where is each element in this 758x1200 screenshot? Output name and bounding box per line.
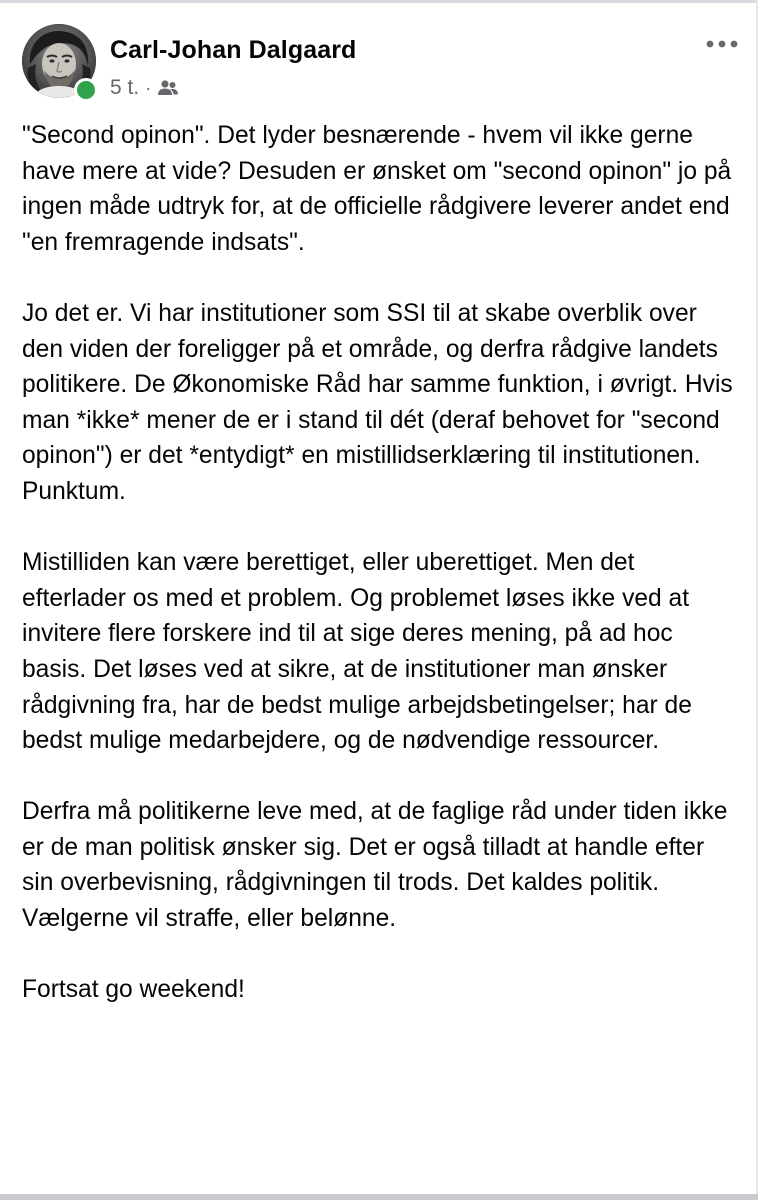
author-avatar-wrapper[interactable] <box>22 24 98 100</box>
post-meta <box>110 76 179 100</box>
post-paragraph: Derfra må politikerne leve med, at de faglige råd under tiden ikke er de man politisk ønsker sig. Det er også tilladt at handle efter sin overbevisning, rådgivningen til trods. Det kaldes politik. Vælgerne vil straffe, eller belønne. <box>22 798 728 933</box>
meta-separator: · <box>145 77 152 98</box>
post-paragraph: Mistilliden kan være berettiget, eller uberettiget. Men det efterlader os med et problem. Og problemet løses ikke ved at invitere flere forskere ind til at sige deres mening, på ad hoc basis. Det løses ved at sikre, at de institutioner man ønsker rådgivning fra, har de bedst mulige arbejdsbetingelser; har de bedst mulige medarbejdere, og de nødvendige ressourcer. <box>22 549 692 755</box>
more-options-icon <box>706 40 738 48</box>
post-paragraph: Jo det er. Vi har institutioner som SSI til at skabe overblik over den viden der foreligger på et område, og derfra rådgive landets politikere. De Økonomiske Råd har samme funktion, i øvrigt. Hvis man *ikke* mener de er i stand til dét (deraf behovet for "second opinon") er det *entydigt* en mistillidserklæring til institutionen. Punktum. <box>22 299 733 505</box>
author-name[interactable]: Carl-Johan Dalgaard <box>110 36 357 64</box>
friends-icon[interactable] <box>157 79 179 97</box>
post-body <box>22 118 740 1008</box>
post-paragraph: Fortsat go weekend! <box>22 976 245 1004</box>
post-header <box>22 24 742 104</box>
online-status-indicator <box>74 78 98 102</box>
bottom-divider <box>0 1194 758 1200</box>
post-paragraph: "Second opinon". Det lyder besnærende - hvem vil ikke gerne have mere at vide? Desuden er ønsket om "second opinon" jo på ingen måde udtryk for, at de officielle rådgivere leverer andet end "en fremragende indsats". <box>22 122 732 256</box>
more-options-button[interactable] <box>704 34 740 54</box>
post-timestamp[interactable]: 5 t. <box>110 76 140 99</box>
